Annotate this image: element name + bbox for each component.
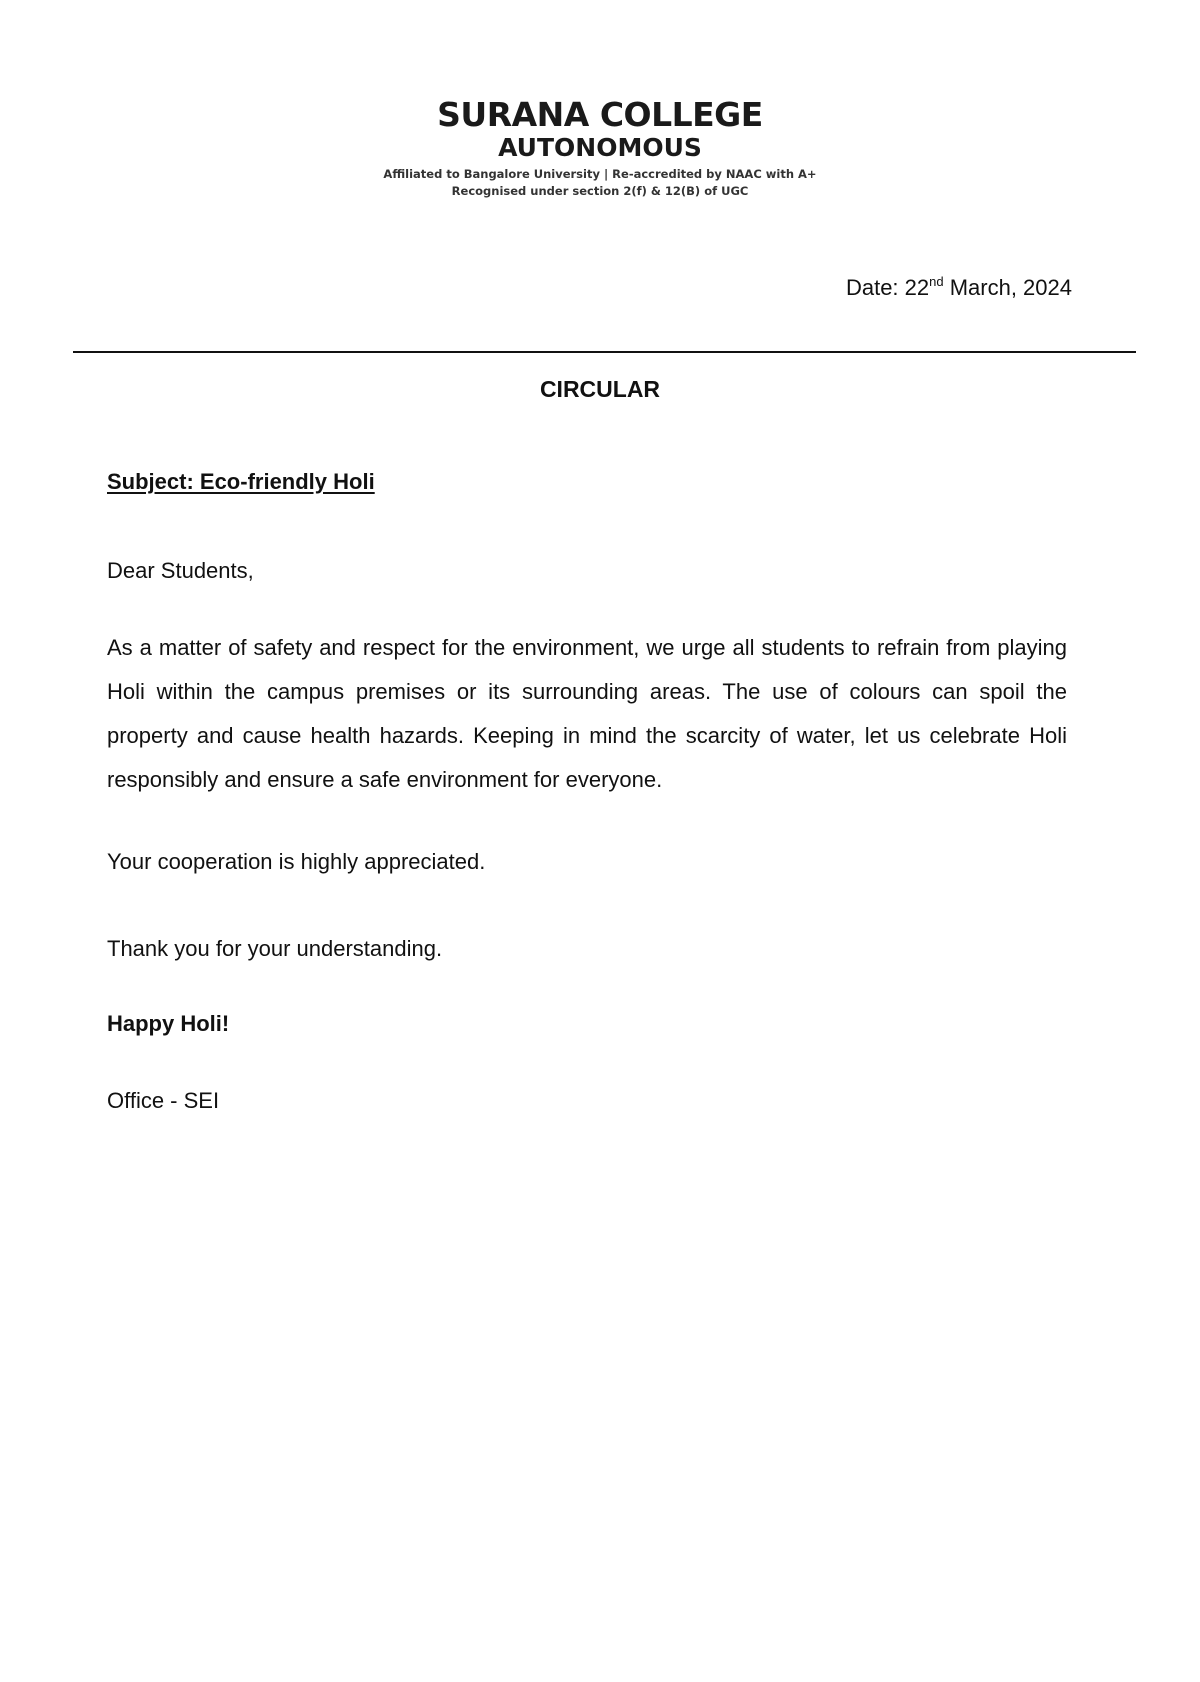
header-divider xyxy=(73,351,1136,353)
recognition-line: Recognised under section 2(f) & 12(B) of UGC xyxy=(451,184,749,198)
thanks-line: Thank you for your understanding. xyxy=(107,936,443,961)
cooperation-line: Your cooperation is highly appreciated. xyxy=(107,849,486,874)
date-prefix: Date: 22 xyxy=(845,275,930,300)
signature: Office - SEI xyxy=(107,1088,220,1113)
subject-line: Subject: Eco-friendly Holi xyxy=(107,469,375,494)
salutation: Dear Students, xyxy=(107,558,254,583)
college-name: SURANA COLLEGE xyxy=(437,95,763,134)
date-ordinal-suffix: nd xyxy=(929,274,944,289)
affiliation-line: Affiliated to Bangalore University | Re-accredited by NAAC with A+ xyxy=(383,167,817,181)
college-status: AUTONOMOUS xyxy=(498,133,702,162)
date-rest: March, 2024 xyxy=(943,275,1072,300)
letterhead xyxy=(0,96,1200,199)
circular-date xyxy=(846,274,1072,301)
document-title: CIRCULAR xyxy=(539,376,661,402)
main-paragraph: As a matter of safety and respect for the environment, we urge all students to refrain from playing Holi within the campus premises or its surrounding areas. The use of colours can spoil the property and cause health hazards. Keeping in mind the scarcity of water, let us celebrate Holi responsibly and ensure a safe environment for everyone. xyxy=(107,635,1067,792)
closing-greeting: Happy Holi! xyxy=(107,1011,230,1036)
letter-body xyxy=(107,466,1067,1117)
